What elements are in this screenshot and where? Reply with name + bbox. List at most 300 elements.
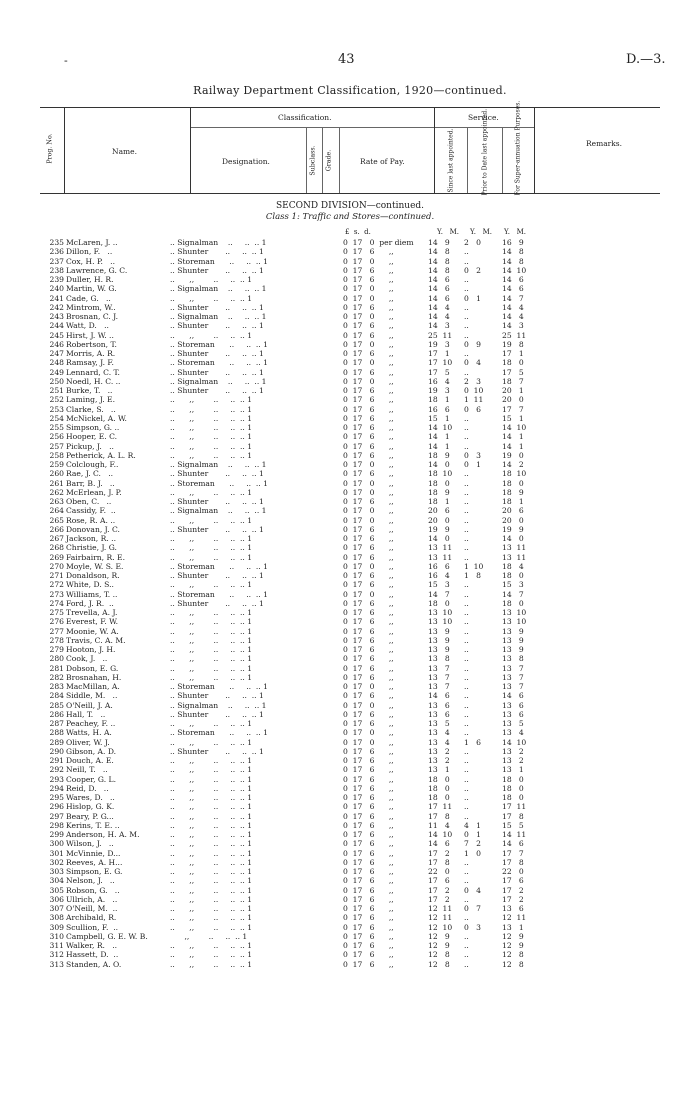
prior-to-last-cell: .. bbox=[464, 275, 469, 284]
superannuation-cell: 22 0 bbox=[502, 867, 524, 876]
name-cell: Robson, G. .. bbox=[66, 885, 120, 895]
superannuation-cell: 13 1 bbox=[502, 765, 524, 775]
superannuation-cell: 15 1 bbox=[502, 413, 524, 423]
since-last-cell: 13 11 bbox=[428, 552, 453, 562]
prior-to-last-cell: .. bbox=[464, 247, 469, 257]
name-cell: Cooper, G. L. bbox=[66, 774, 117, 784]
prog-no-cell: 312 bbox=[49, 950, 64, 960]
rate-of-pay-cell: 0 17 0 ,, bbox=[343, 256, 394, 266]
prog-no-cell: 293 bbox=[49, 774, 64, 784]
table-row bbox=[0, 599, 700, 608]
name-header: Name. bbox=[112, 147, 137, 156]
prior-to-last-cell: .. bbox=[464, 321, 469, 331]
since-last-cell: 13 9 bbox=[428, 645, 450, 654]
superannuation-cell: 17 2 bbox=[502, 885, 524, 895]
name-cell: MacMillan, A. bbox=[66, 682, 120, 691]
rate-of-pay-cell: 0 17 6 ,, bbox=[343, 524, 394, 534]
table-row bbox=[0, 682, 700, 691]
name-cell: Archibald, R. bbox=[66, 913, 117, 923]
rate-of-pay-cell: 0 17 6 ,, bbox=[343, 811, 394, 821]
since-last-cell: 13 8 bbox=[428, 654, 450, 664]
name-cell: Rae, J. C. .. bbox=[66, 469, 114, 479]
superannuation-cell: 17 6 bbox=[502, 876, 524, 886]
name-cell: Barr, B. J. .. bbox=[66, 478, 115, 488]
prior-to-last-cell: .. bbox=[464, 645, 469, 654]
prog-no-cell: 265 bbox=[49, 515, 64, 525]
name-cell: Reeves, A. H... bbox=[66, 857, 123, 867]
prog-no-cell: 277 bbox=[49, 626, 64, 636]
document-reference: D.—3. bbox=[626, 52, 666, 67]
superannuation-cell: 17 2 bbox=[502, 894, 524, 904]
designation-cell: .. ,, .. .. .. 1 bbox=[170, 423, 253, 432]
prior-to-last-cell: .. bbox=[464, 284, 469, 294]
rate-of-pay-cell: 0 17 6 ,, bbox=[343, 857, 394, 867]
prior-to-last-cell: 0 1 bbox=[464, 830, 481, 839]
table-row bbox=[0, 442, 700, 451]
prog-no-cell: 260 bbox=[49, 469, 64, 479]
prog-no-cell: 271 bbox=[49, 571, 64, 580]
prior-to-last-header: Prior to Date last appointed. bbox=[481, 108, 489, 196]
prior-to-last-cell: .. bbox=[464, 746, 469, 756]
designation-cell: ,, .. .. .. 1 bbox=[170, 931, 248, 941]
name-cell: White, D. S.. bbox=[66, 580, 114, 590]
prior-to-last-cell: .. bbox=[464, 700, 469, 710]
since-last-cell: 14 6 bbox=[428, 284, 450, 294]
designation-cell: .. Shunter .. .. .. 1 bbox=[170, 265, 264, 275]
name-cell: Moyle, W. S. E. bbox=[66, 561, 124, 571]
table-row bbox=[0, 645, 700, 654]
since-last-cell: 13 4 bbox=[428, 737, 450, 747]
superannuation-cell: 18 10 bbox=[502, 469, 527, 479]
rate-of-pay-cell: 0 17 0 ,, bbox=[343, 284, 394, 294]
since-last-cell: 18 1 bbox=[428, 395, 450, 405]
superannuation-cell: 18 0 bbox=[502, 571, 524, 580]
since-last-cell: 15 3 bbox=[428, 580, 450, 590]
prior-to-last-cell: .. bbox=[464, 931, 469, 941]
designation-cell: .. ,, .. .. .. 1 bbox=[170, 441, 253, 451]
since-last-cell: 13 1 bbox=[428, 765, 450, 775]
prior-units: Y. M. bbox=[470, 228, 493, 236]
since-last-cell: 13 11 bbox=[428, 543, 453, 553]
prior-to-last-cell: .. bbox=[464, 682, 469, 691]
designation-cell: .. ,, .. .. .. 1 bbox=[170, 848, 253, 858]
rate-of-pay-cell: 0 17 0 ,, bbox=[343, 506, 394, 516]
prog-no-cell: 289 bbox=[49, 737, 64, 747]
designation-cell: .. Shunter .. .. .. 1 bbox=[170, 247, 264, 257]
rate-of-pay-cell: 0 17 6 ,, bbox=[343, 691, 394, 701]
prog-no-cell: 307 bbox=[49, 904, 64, 913]
table-row bbox=[0, 451, 700, 460]
division-heading: SECOND DIVISION—continued. bbox=[275, 201, 425, 211]
superannuation-cell: 19 9 bbox=[502, 524, 524, 534]
prog-no-cell: 300 bbox=[49, 839, 64, 849]
since-last-cell: 15 1 bbox=[428, 413, 450, 423]
prior-to-last-cell: .. bbox=[464, 959, 469, 969]
designation-cell: .. Shunter .. .. .. 1 bbox=[170, 709, 264, 719]
prior-to-last-cell: 0 1 bbox=[464, 460, 481, 469]
designation-cell: .. ,, .. .. .. 1 bbox=[170, 663, 253, 673]
rate-of-pay-cell: 0 17 6 ,, bbox=[343, 469, 394, 479]
superannuation-cell: 13 5 bbox=[502, 719, 524, 728]
table-row bbox=[0, 867, 700, 876]
since-last-cell: 12 11 bbox=[428, 904, 453, 913]
rate-of-pay-cell: 0 17 6 ,, bbox=[343, 534, 394, 543]
rate-of-pay-cell: 0 17 6 ,, bbox=[343, 543, 394, 553]
prog-no-cell: 246 bbox=[49, 339, 64, 349]
table-row bbox=[0, 294, 700, 303]
name-cell: Jackson, R. .. bbox=[66, 534, 116, 543]
margin-mark: - bbox=[64, 54, 68, 67]
superannuation-cell: 12 8 bbox=[502, 950, 524, 960]
name-cell: Robertson, T. bbox=[66, 339, 117, 349]
rate-of-pay-cell: 0 17 6 ,, bbox=[343, 904, 394, 913]
designation-cell: .. ,, .. .. .. 1 bbox=[170, 941, 253, 950]
table-row bbox=[0, 488, 700, 497]
prog-no-cell: 288 bbox=[49, 728, 64, 738]
table-row bbox=[0, 932, 700, 941]
name-cell: Standen, A. O. bbox=[66, 959, 122, 969]
superannuation-cell: 17 8 bbox=[502, 857, 524, 867]
table-row bbox=[0, 590, 700, 599]
since-last-cell: 17 2 bbox=[428, 894, 450, 904]
designation-cell: .. Signalman .. .. .. 1 bbox=[170, 284, 267, 294]
prog-no-cell: 249 bbox=[49, 367, 64, 377]
prog-no-cell: 266 bbox=[49, 524, 64, 534]
name-cell: Mintrom, W.. bbox=[66, 302, 116, 312]
rate-of-pay-cell: 0 17 6 ,, bbox=[343, 802, 394, 812]
table-row bbox=[0, 562, 700, 571]
prior-to-last-cell: .. bbox=[464, 663, 469, 673]
prior-to-last-cell: .. bbox=[464, 423, 469, 432]
prior-to-last-cell: .. bbox=[464, 589, 469, 599]
prog-no-cell: 310 bbox=[49, 931, 64, 941]
designation-cell: .. Storeman .. .. .. 1 bbox=[170, 682, 268, 691]
table-row bbox=[0, 738, 700, 747]
prog-no-cell: 297 bbox=[49, 811, 64, 821]
since-last-cell: 14 6 bbox=[428, 839, 450, 849]
name-cell: Lawrence, G. C. bbox=[66, 265, 128, 275]
since-last-cell: 16 6 bbox=[428, 404, 450, 414]
rate-of-pay-cell: 0 17 6 ,, bbox=[343, 552, 394, 562]
prog-no-cell: 241 bbox=[49, 293, 64, 303]
table-row bbox=[0, 497, 700, 506]
designation-cell: .. ,, .. .. .. 1 bbox=[170, 959, 253, 969]
rate-of-pay-cell: 0 17 6 ,, bbox=[343, 654, 394, 664]
name-cell: Clarke, S. .. bbox=[66, 404, 116, 414]
prog-no-cell: 240 bbox=[49, 284, 64, 294]
name-cell: Dobson, E. G. bbox=[66, 663, 119, 673]
superannuation-cell: 17 1 bbox=[502, 349, 524, 358]
rate-of-pay-cell: 0 17 0 ,, bbox=[343, 293, 394, 303]
superannuation-cell: 20 0 bbox=[502, 395, 524, 405]
since-last-cell: 12 10 bbox=[428, 922, 453, 932]
prog-no-cell: 237 bbox=[49, 256, 64, 266]
table-row bbox=[0, 266, 700, 275]
since-last-cell: 14 10 bbox=[428, 423, 453, 432]
since-last-cell: 16 4 bbox=[428, 376, 450, 386]
since-last-cell: 18 9 bbox=[428, 450, 450, 460]
table-row bbox=[0, 793, 700, 802]
rate-of-pay-cell: 0 17 6 ,, bbox=[343, 709, 394, 719]
prog-no-cell: 269 bbox=[49, 552, 64, 562]
rate-of-pay-cell: 0 17 6 ,, bbox=[343, 830, 394, 839]
name-cell: Hooton, J. H. bbox=[66, 645, 116, 654]
name-cell: Cox, H. P. .. bbox=[66, 256, 115, 266]
superannuation-cell: 17 7 bbox=[502, 404, 524, 414]
rate-of-pay-cell: 0 17 6 ,, bbox=[343, 876, 394, 886]
since-last-cell: 13 6 bbox=[428, 709, 450, 719]
table-row bbox=[0, 747, 700, 756]
prior-to-last-cell: .. bbox=[464, 487, 469, 497]
subclass-header: Subclass. bbox=[309, 145, 317, 176]
prog-no-cell: 257 bbox=[49, 441, 64, 451]
since-last-units: Y. M. bbox=[437, 228, 460, 236]
name-cell: Hislop, G. K. bbox=[66, 802, 115, 812]
superannuation-cell: 12 8 bbox=[502, 959, 524, 969]
prior-to-last-cell: .. bbox=[464, 913, 469, 923]
name-cell: Gibson, A. D. bbox=[66, 746, 117, 756]
rate-of-pay-cell: 0 17 0 ,, bbox=[343, 515, 394, 525]
since-last-cell: 13 2 bbox=[428, 756, 450, 765]
superannuation-cell: 14 8 bbox=[502, 256, 524, 266]
superannuation-cell: 18 0 bbox=[502, 783, 524, 793]
name-cell: Watts, H. A. bbox=[66, 728, 112, 738]
prog-no-cell: 294 bbox=[49, 783, 64, 793]
designation-cell: .. Signalman .. .. .. 1 bbox=[170, 460, 267, 469]
name-cell: Brosnahan, H. bbox=[66, 672, 122, 682]
prog-no-cell: 309 bbox=[49, 922, 64, 932]
rate-of-pay-cell: 0 17 6 ,, bbox=[343, 423, 394, 432]
name-cell: Cassidy, F. .. bbox=[66, 506, 116, 516]
prog-no-cell: 301 bbox=[49, 848, 64, 858]
superannuation-cell: 25 11 bbox=[502, 330, 527, 340]
prog-no-cell: 253 bbox=[49, 404, 64, 414]
rate-of-pay-cell: 0 17 6 ,, bbox=[343, 941, 394, 950]
prog-no-cell: 258 bbox=[49, 450, 64, 460]
superannuation-cell: 20 6 bbox=[502, 506, 524, 516]
since-last-cell: 13 2 bbox=[428, 746, 450, 756]
since-last-header: Since last appointed. bbox=[447, 128, 455, 193]
prog-no-cell: 306 bbox=[49, 894, 64, 904]
table-row bbox=[0, 839, 700, 848]
superannuation-cell: 16 9 bbox=[502, 238, 524, 247]
designation-cell: .. Signalman .. .. .. 1 bbox=[170, 376, 267, 386]
superannuation-cell: 14 0 bbox=[502, 534, 524, 543]
prior-to-last-cell: .. bbox=[464, 506, 469, 516]
prior-to-last-cell: .. bbox=[464, 626, 469, 636]
rate-of-pay-cell: 0 17 6 ,, bbox=[343, 432, 394, 442]
rate-of-pay-cell: 0 17 6 ,, bbox=[343, 820, 394, 830]
rate-of-pay-cell: 0 17 6 ,, bbox=[343, 321, 394, 331]
prior-to-last-cell: 0 1 bbox=[464, 293, 481, 303]
prior-to-last-cell: .. bbox=[464, 432, 469, 442]
rate-of-pay-cell: 0 17 0 ,, bbox=[343, 682, 394, 691]
name-cell: Trevella, A. J. bbox=[66, 608, 118, 617]
prog-no-cell: 283 bbox=[49, 682, 64, 691]
superannuation-header: For Super-annuation Purposes. bbox=[514, 100, 522, 196]
rate-of-pay-cell: 0 17 6 ,, bbox=[343, 497, 394, 506]
prog-no-cell: 252 bbox=[49, 395, 64, 405]
superannuation-cell: 13 9 bbox=[502, 635, 524, 645]
name-cell: Hassett, D. .. bbox=[66, 950, 119, 960]
designation-cell: .. ,, .. .. .. 1 bbox=[170, 654, 253, 664]
name-cell: Morris, A. R. bbox=[66, 349, 116, 358]
prior-to-last-cell: 2 0 bbox=[464, 238, 481, 247]
superannuation-cell: 14 10 bbox=[502, 423, 527, 432]
rate-of-pay-cell: 0 17 6 ,, bbox=[343, 450, 394, 460]
since-last-cell: 14 8 bbox=[428, 247, 450, 257]
table-row bbox=[0, 784, 700, 793]
since-last-cell: 17 8 bbox=[428, 857, 450, 867]
rate-of-pay-cell: 0 17 0 ,, bbox=[343, 339, 394, 349]
prior-to-last-cell: 0 10 bbox=[464, 386, 484, 395]
designation-cell: .. ,, .. .. .. 1 bbox=[170, 413, 253, 423]
prior-to-last-cell: 4 1 bbox=[464, 820, 481, 830]
since-last-cell: 13 9 bbox=[428, 626, 450, 636]
table-row bbox=[0, 571, 700, 580]
name-cell: Noedl, H. C. .. bbox=[66, 376, 121, 386]
table-header bbox=[0, 100, 700, 196]
since-last-cell: 13 5 bbox=[428, 719, 450, 728]
since-last-cell: 13 7 bbox=[428, 663, 450, 673]
since-last-cell: 12 9 bbox=[428, 941, 450, 950]
rate-of-pay-cell: 0 17 0 ,, bbox=[343, 700, 394, 710]
prior-to-last-cell: .. bbox=[464, 478, 469, 488]
prior-to-last-cell: .. bbox=[464, 811, 469, 821]
name-cell: Moonie, W. A. bbox=[66, 626, 119, 636]
prior-to-last-cell: .. bbox=[464, 654, 469, 664]
rate-of-pay-cell: 0 17 6 ,, bbox=[343, 608, 394, 617]
superannuation-cell: 17 5 bbox=[502, 367, 524, 377]
rate-of-pay-cell: 0 17 6 ,, bbox=[343, 867, 394, 876]
superannuation-cell: 14 2 bbox=[502, 460, 524, 469]
rate-of-pay-cell: 0 17 6 ,, bbox=[343, 247, 394, 257]
table-row bbox=[0, 247, 700, 256]
superannuation-cell: 14 7 bbox=[502, 293, 524, 303]
prog-no-cell: 243 bbox=[49, 312, 64, 321]
rate-of-pay-cell: 0 17 6 ,, bbox=[343, 922, 394, 932]
since-last-cell: 12 8 bbox=[428, 950, 450, 960]
since-last-cell: 18 0 bbox=[428, 793, 450, 802]
designation-cell: .. Signalman .. .. .. 1 bbox=[170, 312, 267, 321]
since-last-cell: 20 6 bbox=[428, 506, 450, 516]
prog-no-cell: 278 bbox=[49, 635, 64, 645]
since-last-cell: 14 9 bbox=[428, 238, 450, 247]
prior-to-last-cell: .. bbox=[464, 728, 469, 738]
designation-cell: .. ,, .. .. .. 1 bbox=[170, 626, 253, 636]
superannuation-cell: 13 7 bbox=[502, 682, 524, 691]
rate-of-pay-cell: 0 17 6 ,, bbox=[343, 395, 394, 405]
designation-cell: .. Storeman .. .. .. 1 bbox=[170, 358, 268, 368]
prior-to-last-cell: 2 3 bbox=[464, 376, 481, 386]
prior-to-last-cell: .. bbox=[464, 941, 469, 950]
table-row bbox=[0, 710, 700, 719]
rate-of-pay-cell: 0 17 0 ,, bbox=[343, 376, 394, 386]
rate-of-pay-cell: 0 17 6 ,, bbox=[343, 756, 394, 765]
since-last-cell: 12 9 bbox=[428, 931, 450, 941]
prog-no-cell: 247 bbox=[49, 349, 64, 358]
rate-of-pay-cell: 0 17 6 ,, bbox=[343, 950, 394, 960]
prior-to-last-cell: .. bbox=[464, 867, 469, 876]
prior-to-last-cell: .. bbox=[464, 497, 469, 506]
name-cell: Donaldson, R. bbox=[66, 571, 120, 580]
name-cell: Walker, R. .. bbox=[66, 941, 118, 950]
designation-cell: .. ,, .. .. .. 1 bbox=[170, 811, 253, 821]
superannuation-cell: 13 7 bbox=[502, 672, 524, 682]
prog-no-cell: 262 bbox=[49, 487, 64, 497]
since-last-cell: 18 0 bbox=[428, 478, 450, 488]
designation-cell: .. ,, .. .. .. 1 bbox=[170, 552, 253, 562]
prior-to-last-cell: .. bbox=[464, 469, 469, 479]
designation-cell: .. Signalman .. .. .. 1 bbox=[170, 506, 267, 516]
name-cell: Travis, C. A. M. bbox=[66, 635, 126, 645]
name-cell: Hooper, E. C. bbox=[66, 432, 118, 442]
prog-no-cell: 311 bbox=[49, 941, 64, 950]
designation-cell: .. ,, .. .. .. 1 bbox=[170, 765, 253, 775]
prog-no-cell: 238 bbox=[49, 265, 64, 275]
since-last-cell: 18 0 bbox=[428, 783, 450, 793]
name-cell: Cade, G. .. bbox=[66, 293, 111, 303]
superannuation-cell: 15 5 bbox=[502, 820, 524, 830]
prog-no-cell: 272 bbox=[49, 580, 64, 590]
designation-cell: .. ,, .. .. .. 1 bbox=[170, 756, 253, 765]
designation-cell: .. Shunter .. .. .. 1 bbox=[170, 469, 264, 479]
table-row bbox=[0, 849, 700, 858]
superannuation-cell: 13 10 bbox=[502, 608, 527, 617]
page-title: Railway Department Classification, 1920—continued. bbox=[193, 84, 507, 97]
name-cell: McErlean, J. P. bbox=[66, 487, 122, 497]
superannuation-cell: 14 4 bbox=[502, 302, 524, 312]
since-last-cell: 18 0 bbox=[428, 598, 450, 608]
superannuation-cell: 17 8 bbox=[502, 811, 524, 821]
prog-no-cell: 303 bbox=[49, 867, 64, 876]
prog-no-cell: 268 bbox=[49, 543, 64, 553]
name-cell: Beary, P. G... bbox=[66, 811, 114, 821]
name-cell: McLaren, J. .. bbox=[66, 238, 118, 247]
superannuation-cell: 14 1 bbox=[502, 432, 524, 442]
table-row bbox=[0, 349, 700, 358]
prior-to-last-cell: .. bbox=[464, 756, 469, 765]
rate-of-pay-cell: 0 17 6 ,, bbox=[343, 774, 394, 784]
table-row bbox=[0, 432, 700, 441]
rate-of-pay-cell: 0 17 0 ,, bbox=[343, 478, 394, 488]
superannuation-cell: 14 6 bbox=[502, 284, 524, 294]
since-last-cell: 13 7 bbox=[428, 682, 450, 691]
table-row bbox=[0, 895, 700, 904]
prior-to-last-cell: .. bbox=[464, 617, 469, 627]
prior-to-last-cell: 1 10 bbox=[464, 561, 484, 571]
name-cell: Reid, D. .. bbox=[66, 783, 109, 793]
rate-of-pay-cell: 0 17 0 ,, bbox=[343, 460, 394, 469]
prog-no-cell: 304 bbox=[49, 876, 64, 886]
table-row bbox=[0, 358, 700, 367]
name-cell: Hall, T. .. bbox=[66, 709, 106, 719]
rate-of-pay-cell: 0 17 6 ,, bbox=[343, 663, 394, 673]
prog-no-cell: 280 bbox=[49, 654, 64, 664]
table-row bbox=[0, 830, 700, 839]
since-last-cell: 14 8 bbox=[428, 265, 450, 275]
designation-cell: .. Storeman .. .. .. 1 bbox=[170, 728, 268, 738]
prior-to-last-cell: .. bbox=[464, 672, 469, 682]
name-cell: Kerins, T. E. .. bbox=[66, 820, 120, 830]
rate-of-pay-cell: 0 17 6 ,, bbox=[343, 617, 394, 627]
name-cell: Siddle, M. .. bbox=[66, 691, 118, 701]
designation-cell: .. ,, .. .. .. 1 bbox=[170, 608, 253, 617]
rate-of-pay-cell: 0 17 6 ,, bbox=[343, 330, 394, 340]
designation-cell: .. ,, .. .. .. 1 bbox=[170, 737, 253, 747]
rate-of-pay-cell: 0 17 6 ,, bbox=[343, 635, 394, 645]
designation-cell: .. ,, .. .. .. 1 bbox=[170, 293, 253, 303]
